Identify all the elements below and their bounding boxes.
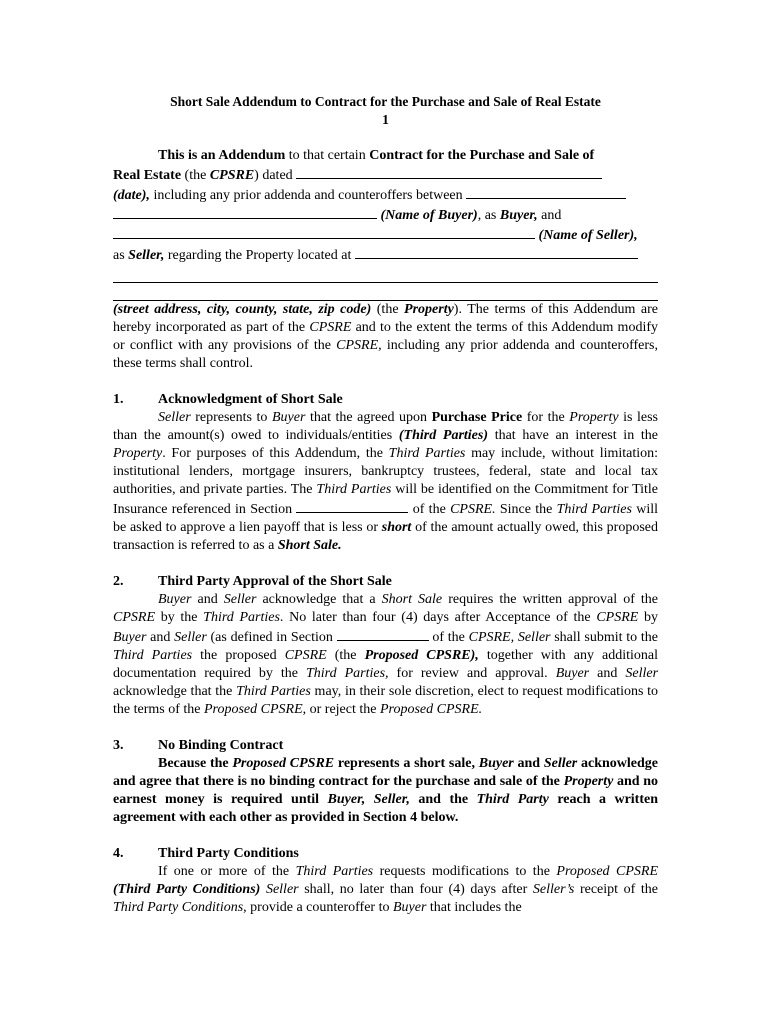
section-2: 2. Third Party Approval of the Short Sale Buyer and Seller acknowledge that a Short Sale requires the written approval of the CPSRE by the Third Parties. No later than four (4) days after Acceptance of the CPSRE by Buyer and Seller (as defined in Section of the CPSRE, Seller shall submit to the Third Parties the proposed CPSRE (the Proposed CPSRE), together with any additional documentation required by the Third Parties, for review and approval. Buyer and Seller acknowledge that the Third Parties may, in their sole discretion, elect to request modifications to the terms of the Proposed CPSRE, or reject the Proposed CPSRE. — [113, 574, 659, 717]
section-1-heading: 1. Acknowledgment of Short Sale — [113, 392, 343, 407]
document-body — [113, 93, 658, 917]
address-line-3[interactable] — [113, 283, 658, 301]
section-3-heading: 3. No Binding Contract — [113, 738, 284, 753]
seller-name-blank[interactable] — [113, 225, 535, 239]
section-ref-blank-2[interactable] — [337, 627, 429, 641]
section-4-heading: 4. Third Party Conditions — [113, 846, 299, 861]
parties-blank[interactable] — [466, 185, 626, 199]
buyer-name-blank[interactable] — [113, 205, 377, 219]
date-blank[interactable] — [296, 165, 602, 179]
section-4: 4. Third Party Conditions If one or more of the Third Parties requests modifications to the Proposed CPSRE (Third Party Conditions) Seller shall, no later than four (4) days after Seller’s receipt of the Third Party Conditions, provide a counteroffer to Buyer that includes the — [113, 846, 659, 915]
address-line-2[interactable] — [113, 265, 658, 283]
document-title: Short Sale Addendum to Contract for the Purchase and Sale of Real Estate 1 — [170, 94, 601, 127]
property-address-blank[interactable] — [355, 245, 638, 259]
section-1: 1. Acknowledgment of Short Sale Seller represents to Buyer that the agreed upon Purchase Price for the Property is less than the amount(s) owed to individuals/entities (Third Parties) that have an interest in the Property. For purposes of this Addendum, the Third Parties may include, without limitation: institutional lenders, mortgage insurers, bankruptcy trustees, federal, state and local tax authorities, and private parties. The Third Parties will be identified on the Commitment for Title Insurance referenced in Section of the CPSRE. Since the Third Parties will be asked to approve a lien payoff that is less or short of the amount actually owed, this proposed transaction is referred to as a Short Sale. — [113, 392, 659, 553]
intro-paragraph: This is an Addendum to that certain Contract for the Purchase and Sale of Real Estate (the CPSRE) dated (date), including any prior addenda and counteroffers between (Name of Buyer), as Buyer, and (Name of Seller), as Seller, regarding the Property located at (street address, city, county, state, zip code) (the Property). The terms of this Addendum are hereby incorporated as part of the CPSRE and to the extent the terms of this Addendum modify or conflict with any provisions of the CPSRE, including any prior addenda and counteroffers, these terms shall control. — [113, 148, 658, 371]
section-ref-blank-1[interactable] — [296, 499, 408, 513]
section-3: 3. No Binding Contract Because the Proposed CPSRE represents a short sale, Buyer and Seller acknowledge and agree that there is no binding contract for the purchase and sale of the Property and no earnest money is required until Buyer, Seller, and the Third Party reach a written agreement with each other as provided in Section 4 below. — [113, 738, 659, 825]
section-2-heading: 2. Third Party Approval of the Short Sale — [113, 574, 392, 589]
